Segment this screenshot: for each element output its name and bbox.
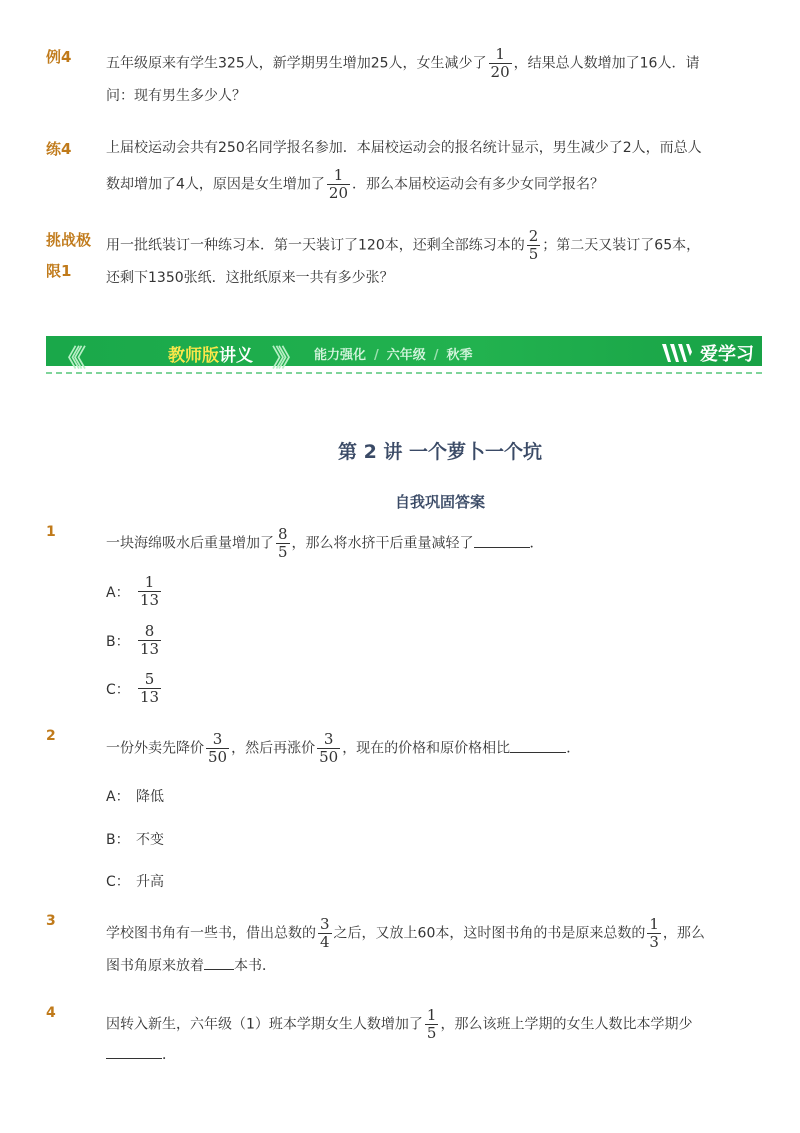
text-segment: 五年级原来有学生325人，新学期男生增加25人，女生减少了	[106, 55, 487, 72]
fraction-numerator: 3	[320, 915, 330, 933]
fraction-numerator: 1	[333, 166, 344, 184]
question-3-text	[106, 916, 705, 951]
fraction-denominator: 20	[490, 63, 510, 81]
example-line-2: 问：现有男生多少人？	[106, 88, 246, 104]
option-key: A：	[106, 789, 130, 805]
text-segment: 一份外卖先降价	[106, 740, 204, 757]
fraction-numerator: 1	[144, 573, 155, 591]
fraction-denominator: 4	[320, 933, 330, 951]
banner-tags	[314, 344, 473, 363]
fraction-numerator: 1	[649, 915, 659, 933]
example-line-1	[106, 46, 699, 81]
text-segment: ．	[566, 740, 581, 757]
option-text: 不变	[136, 832, 164, 848]
fraction-denominator: 5	[278, 543, 288, 561]
brand-logo-icon	[660, 342, 694, 364]
question-4-line-2	[106, 1045, 176, 1065]
text-segment: ，那么该班上学期的女生人数比本学期少	[440, 1016, 693, 1033]
fraction-denominator: 3	[649, 933, 659, 951]
text-segment: 数却增加了4人，原因是女生增加了	[106, 176, 325, 193]
question-3-line-2	[106, 956, 276, 976]
option-key: C：	[106, 681, 130, 698]
text-segment: ．	[162, 1047, 176, 1063]
option-key: C：	[106, 874, 130, 890]
text-segment: 图书角原来放着	[106, 958, 204, 974]
tag-separator: /	[374, 348, 379, 363]
fraction-denominator: 20	[328, 184, 349, 202]
practice-line-1: 上届校运动会共有250名同学报名参加．本届校运动会的报名统计显示，男生减少了2人，而总人	[106, 140, 702, 156]
text-segment: ，那么将水挤干后重量减轻了	[291, 535, 474, 552]
text-segment: ，然后再涨价	[231, 740, 316, 757]
text-segment: 用一批纸装订一种练习本．第一天装订了120本，还剩全部练习本的	[106, 237, 525, 254]
fraction	[327, 167, 350, 202]
fraction	[647, 916, 661, 951]
text-segment: ；第二天又装订了65本，	[542, 237, 701, 254]
banner-title	[168, 341, 253, 366]
answer-title: 自我巩固答案	[394, 493, 485, 511]
chevron-right-icon: 》》	[272, 344, 296, 372]
option-key: B：	[106, 633, 130, 650]
fraction-numerator: 5	[144, 670, 155, 688]
brand-name: 爱学习	[700, 344, 754, 365]
challenge-line-2: 还剩下1350张纸．这批纸原来一共有多少张？	[106, 270, 394, 286]
chevron-left-icon: 《《	[56, 344, 80, 372]
text-segment: 因转入新生，六年级（1）班本学期女生人数增加了	[106, 1016, 423, 1033]
text-segment: 本书．	[234, 958, 276, 974]
fraction	[138, 623, 161, 658]
fraction	[276, 526, 290, 561]
fraction	[317, 731, 340, 766]
option-text: 升高	[136, 874, 164, 890]
lecture-title: 第 2 讲 一个萝卜一个坑	[337, 441, 543, 463]
fraction-denominator: 13	[140, 640, 160, 658]
fraction	[489, 46, 512, 81]
question-number: 1	[46, 524, 56, 540]
fraction-numerator: 3	[212, 730, 223, 748]
fraction	[138, 574, 161, 609]
option-key: A：	[106, 584, 130, 601]
question-number: 2	[46, 728, 56, 744]
fraction-numerator: 8	[278, 525, 288, 543]
text-segment: 学校图书角有一些书，借出总数的	[106, 925, 316, 942]
brand-logo	[660, 340, 754, 366]
practice-line-2	[106, 167, 604, 202]
fraction	[318, 916, 332, 951]
challenge-line-1	[106, 228, 700, 263]
practice-label: 练4	[46, 140, 72, 158]
fraction-denominator: 13	[140, 688, 160, 706]
banner-divider	[46, 372, 762, 374]
fraction-numerator: 8	[144, 622, 155, 640]
text-segment: ，现在的价格和原价格相比	[342, 740, 511, 757]
tag-ability: 能力强化	[314, 348, 367, 363]
tag-season: 秋季	[446, 348, 473, 363]
question-number: 3	[46, 913, 56, 929]
fraction-numerator: 1	[495, 45, 505, 63]
text-segment: ．那么本届校运动会有多少女同学报名？	[352, 176, 605, 193]
answer-blank[interactable]	[510, 740, 566, 753]
fraction-denominator: 50	[208, 748, 228, 766]
option-b[interactable]	[106, 623, 163, 658]
fraction-numerator: 1	[426, 1006, 437, 1024]
option-a[interactable]	[106, 786, 164, 806]
fraction-denominator: 50	[319, 748, 339, 766]
text-segment: ，那么	[662, 925, 705, 942]
challenge-label-a: 挑战极	[46, 231, 92, 249]
answer-blank[interactable]	[106, 1046, 162, 1059]
question-4-text	[106, 1007, 692, 1042]
option-c[interactable]	[106, 871, 164, 891]
tag-separator: /	[433, 348, 439, 363]
fraction	[138, 671, 161, 706]
text-segment: ，结果总人数增加了16人．请	[513, 55, 700, 72]
text-segment: ．	[529, 535, 544, 552]
option-key: B：	[106, 832, 130, 848]
answer-blank[interactable]	[474, 535, 530, 548]
fraction-numerator: 2	[528, 227, 539, 245]
text-segment: 一块海绵吸水后重量增加了	[106, 535, 274, 552]
answer-blank[interactable]	[204, 957, 234, 970]
fraction-denominator: 13	[140, 591, 160, 609]
option-text: 降低	[136, 789, 164, 805]
fraction	[527, 228, 541, 263]
section-banner	[46, 336, 762, 372]
fraction-denominator: 5	[426, 1024, 437, 1042]
question-number: 4	[46, 1005, 56, 1021]
example-label: 例4	[46, 48, 72, 66]
fraction	[206, 731, 229, 766]
text-segment: 之后，又放上60本，这时图书角的书是原来总数的	[333, 925, 646, 942]
fraction	[425, 1007, 439, 1042]
option-b[interactable]	[106, 829, 164, 849]
challenge-label-b: 限1	[46, 262, 72, 280]
tag-grade: 六年级	[386, 348, 426, 363]
banner-title-part-1: 教师版	[168, 346, 219, 366]
option-c[interactable]	[106, 671, 163, 706]
question-1-text	[106, 526, 544, 561]
question-2-text	[106, 731, 580, 766]
option-a[interactable]	[106, 574, 163, 609]
fraction-denominator: 5	[528, 245, 539, 263]
fraction-numerator: 3	[323, 730, 334, 748]
banner-title-part-2: 讲义	[219, 346, 253, 366]
